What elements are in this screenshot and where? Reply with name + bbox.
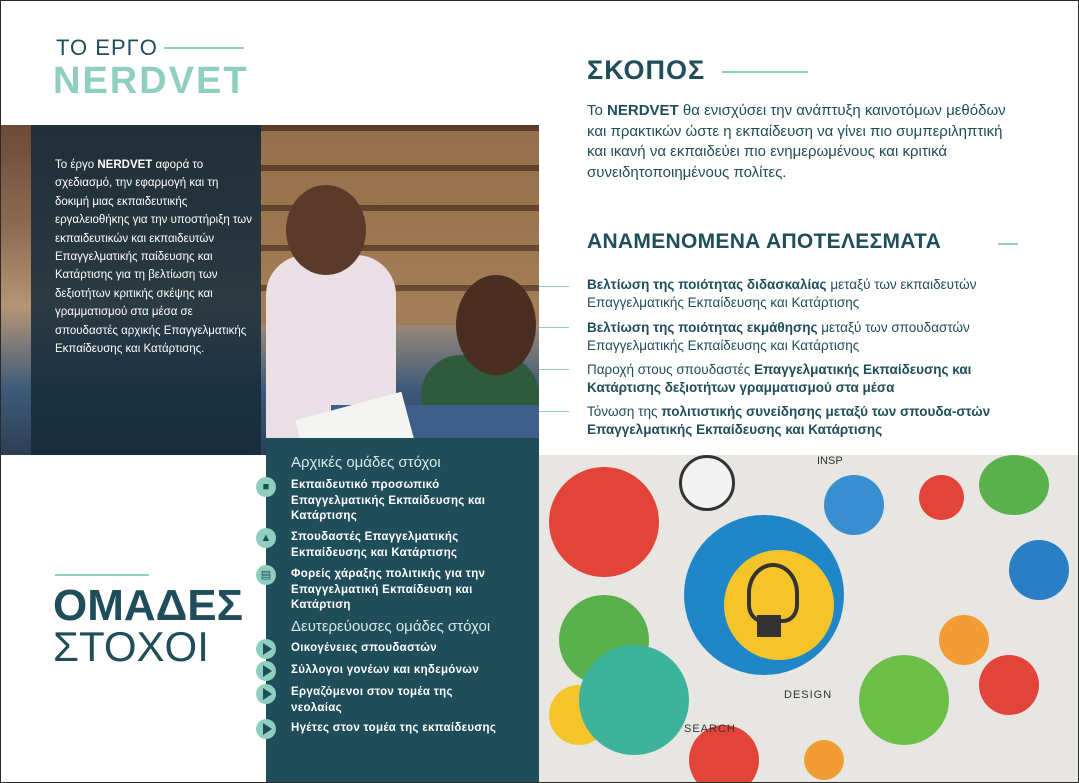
person-icon: ■	[256, 477, 276, 497]
decorative-line	[722, 71, 808, 73]
secondary-group-item: Ηγέτες στον τομέα της εκπαίδευσης	[291, 722, 497, 734]
project-label: ΤΟ ΕΡΓΟ	[56, 35, 158, 60]
document-icon: ▤	[256, 565, 276, 585]
decorative-line	[55, 574, 149, 576]
primary-groups-heading: Αρχικές ομάδες στόχοι	[291, 454, 441, 471]
secondary-groups-heading: Δευτερεύουσες ομάδες στόχοι	[291, 618, 491, 635]
play-icon	[256, 719, 276, 739]
results-title: ΑΝΑΜΕΝΟΜΕΝΑ ΑΠΟΤΕΛΕΣΜΑΤΑ	[587, 230, 942, 253]
result-item: Τόνωση της πολιτιστικής συνείδησης μεταξύ των σπουδα-στών Επαγγελματικής Εκπαίδευσης και Κατάρτισης	[587, 404, 991, 437]
play-icon	[256, 639, 276, 659]
result-item: Βελτίωση της ποιότητας διδασκαλίας μεταξύ των εκπαιδευτών Επαγγελματικής Εκπαίδευσης και Κατάρτισης	[587, 277, 977, 310]
result-item: Βελτίωση της ποιότητας εκμάθησης μεταξύ των σπουδαστών Επαγγελματικής Εκπαίδευσης και Κατάρτισης	[587, 320, 970, 353]
purpose-brand: NERDVET	[607, 102, 679, 119]
secondary-group-item: Οικογένειες σπουδαστών	[291, 642, 437, 654]
design-illustration	[539, 455, 1079, 783]
illustration-word: DESIGN	[784, 689, 833, 701]
groups-title-line1: ΟΜΑΔΕΣ	[53, 581, 244, 630]
secondary-group-item: Εργαζόμενοι στον τομέα της νεολαίας	[291, 686, 453, 714]
result-connector	[539, 411, 569, 412]
primary-group-item: Φορείς χάραξης πολιτικής για την Επαγγελματική Εκπαίδευση και Κατάρτιση	[291, 568, 486, 611]
purpose-title: ΣΚΟΠΟΣ	[587, 55, 706, 85]
play-icon	[256, 661, 276, 681]
graduation-cap-icon: ▲	[256, 528, 276, 548]
illustration-word: SEARCH	[684, 723, 736, 735]
play-icon	[256, 684, 276, 704]
result-connector	[539, 327, 569, 328]
secondary-group-item: Σύλλογοι γονέων και κηδεμόνων	[291, 664, 480, 676]
result-connector	[539, 369, 569, 370]
intro-brand: NERDVET	[97, 159, 153, 171]
purpose-text: Το NERDVET θα ενισχύσει την ανάπτυξη καινοτόμων μεθόδων και πρακτικών ώστε η εκπαίδευση να γίνει πιο συμπεριληπτική και ικανή να εκπαιδεύει πιο ενημερωμένους και κριτικά συνειδητοποιημένους πολίτες.	[587, 102, 1006, 182]
decorative-line	[998, 243, 1018, 245]
primary-group-item: Εκπαιδευτικό προσωπικό Επαγγελματικής Εκπαίδευσης και Κατάρτισης	[291, 479, 486, 522]
groups-title-line2: ΣΤΟΧΟΙ	[53, 623, 209, 670]
result-connector	[539, 286, 569, 287]
decorative-line	[164, 47, 244, 49]
project-name: NERDVET	[53, 60, 249, 102]
primary-group-item: Σπουδαστές Επαγγελματικής Εκπαίδευσης και Κατάρτισης	[291, 531, 459, 559]
intro-text: Το έργο NERDVET αφορά το σχεδιασμό, την εφαρμογή και τη δοκιμή μιας εκπαιδευτικής εργαλειοθήκης για την υποστήριξη των εκπαιδευτικών και εκπαιδευτών Επαγγελματικής παίδευσης και Κατάρτισης για τη βελτίωση των δεξιοτήτων κριτικής σκέψης και γραμματισμού στα μέσα σε σπουδαστές αρχικής Επαγγελματικής Εκπαίδευσης και Κατάρτισης.	[55, 159, 253, 356]
illustration-word: INSP	[817, 455, 843, 467]
result-item: Παροχή στους σπουδαστές Επαγγελματικής Εκπαίδευσης και Κατάρτισης δεξιοτήτων γραμματισμού στα μέσα	[587, 362, 972, 395]
